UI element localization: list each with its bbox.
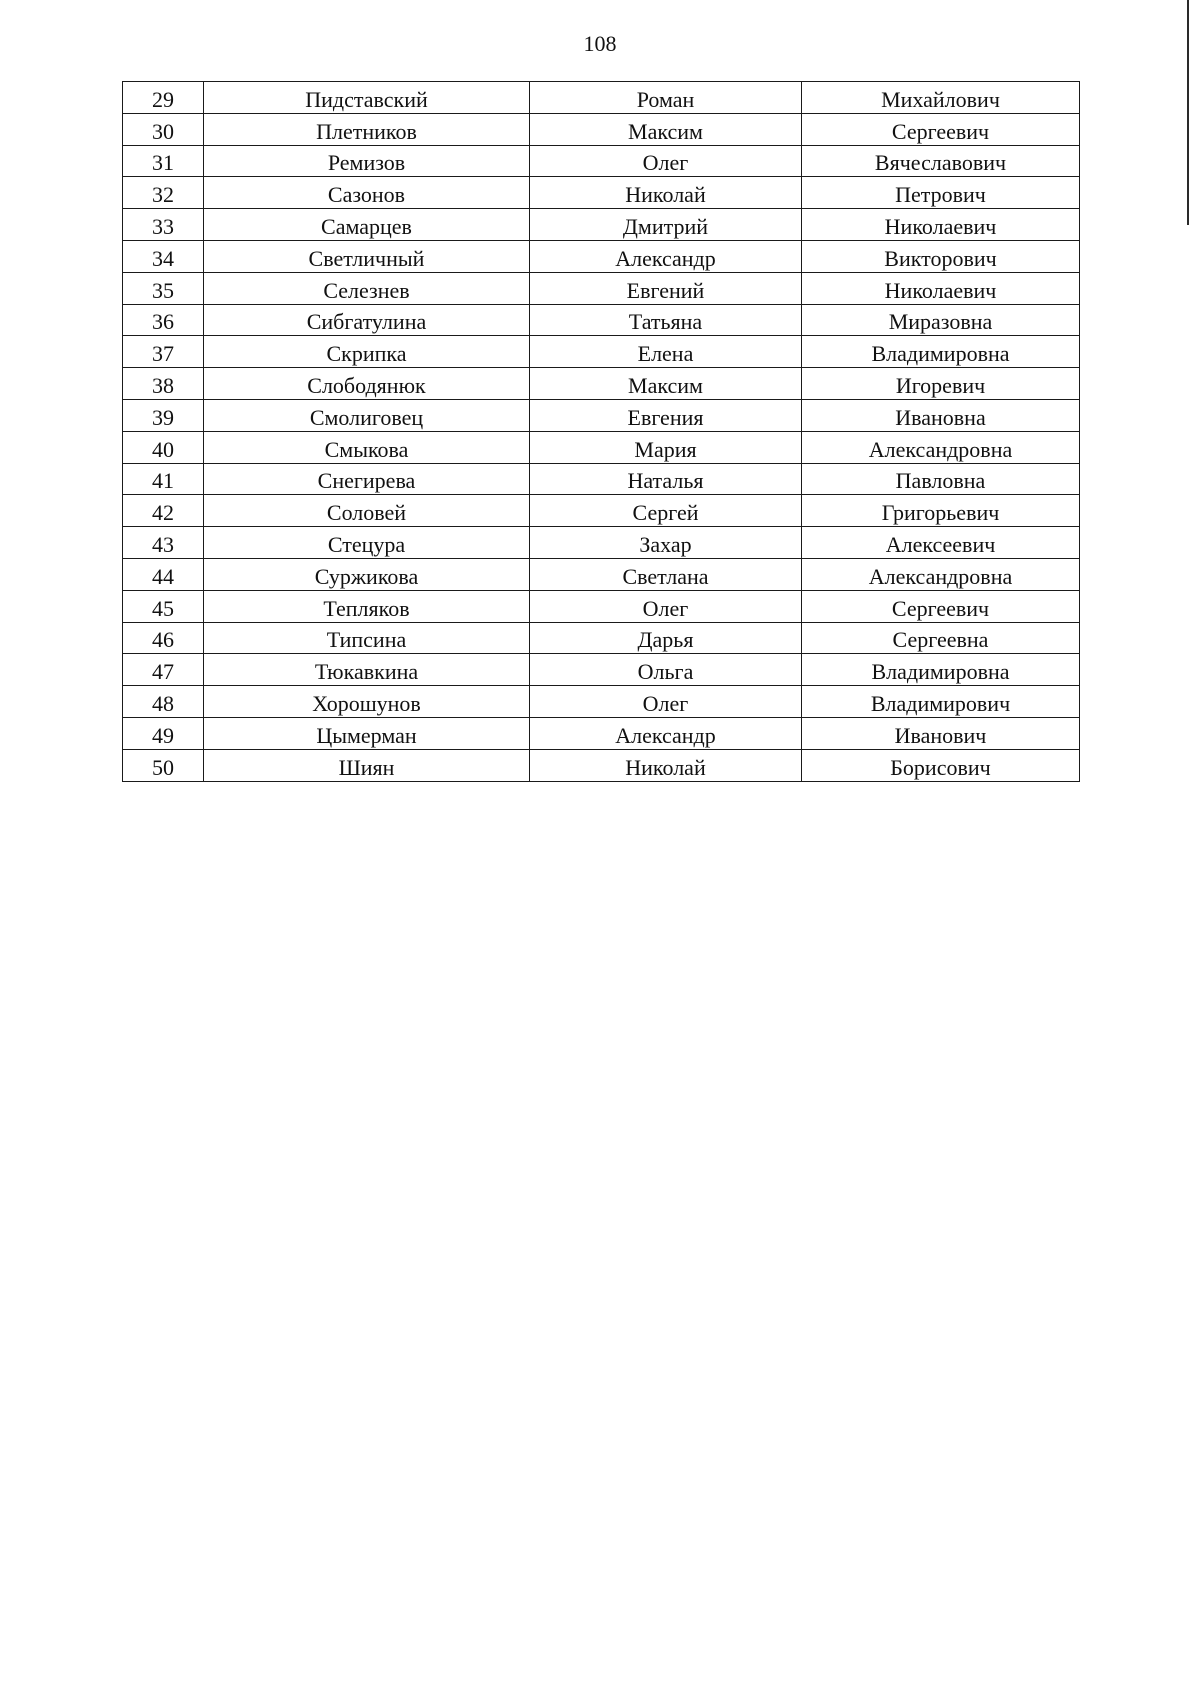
patronymic-cell: Ивановна <box>802 399 1080 431</box>
roster-table <box>122 81 1080 782</box>
last-name-cell: Селезнев <box>204 272 530 304</box>
first-name-cell: Максим <box>530 368 802 400</box>
table-row <box>123 177 1080 209</box>
last-name-cell: Скрипка <box>204 336 530 368</box>
first-name-cell: Дарья <box>530 622 802 654</box>
last-name-cell: Пидставский <box>204 82 530 114</box>
row-number-cell: 43 <box>123 527 204 559</box>
first-name-cell: Александр <box>530 717 802 749</box>
last-name-cell: Стецура <box>204 527 530 559</box>
row-number-cell: 50 <box>123 749 204 781</box>
first-name-cell: Николай <box>530 749 802 781</box>
row-number-cell: 33 <box>123 209 204 241</box>
first-name-cell: Роман <box>530 82 802 114</box>
patronymic-cell: Михайлович <box>802 82 1080 114</box>
first-name-cell: Елена <box>530 336 802 368</box>
row-number-cell: 48 <box>123 686 204 718</box>
first-name-cell: Татьяна <box>530 304 802 336</box>
table-row <box>123 82 1080 114</box>
table-row <box>123 368 1080 400</box>
table-row <box>123 399 1080 431</box>
table-row <box>123 463 1080 495</box>
last-name-cell: Самарцев <box>204 209 530 241</box>
patronymic-cell: Алексеевич <box>802 527 1080 559</box>
first-name-cell: Максим <box>530 113 802 145</box>
table-row <box>123 304 1080 336</box>
row-number-cell: 47 <box>123 654 204 686</box>
table-row <box>123 590 1080 622</box>
patronymic-cell: Александровна <box>802 558 1080 590</box>
patronymic-cell: Иванович <box>802 717 1080 749</box>
table-row <box>123 686 1080 718</box>
patronymic-cell: Сергеевна <box>802 622 1080 654</box>
last-name-cell: Тюкавкина <box>204 654 530 686</box>
patronymic-cell: Владимировна <box>802 336 1080 368</box>
row-number-cell: 49 <box>123 717 204 749</box>
table-row <box>123 654 1080 686</box>
patronymic-cell: Вячеславович <box>802 145 1080 177</box>
last-name-cell: Слободянюк <box>204 368 530 400</box>
table-row <box>123 749 1080 781</box>
patronymic-cell: Павловна <box>802 463 1080 495</box>
row-number-cell: 44 <box>123 558 204 590</box>
patronymic-cell: Сергеевич <box>802 113 1080 145</box>
first-name-cell: Ольга <box>530 654 802 686</box>
first-name-cell: Олег <box>530 686 802 718</box>
table-row <box>123 622 1080 654</box>
last-name-cell: Цымерман <box>204 717 530 749</box>
roster-table-body <box>123 82 1080 782</box>
first-name-cell: Олег <box>530 590 802 622</box>
last-name-cell: Тепляков <box>204 590 530 622</box>
first-name-cell: Захар <box>530 527 802 559</box>
last-name-cell: Смолиговец <box>204 399 530 431</box>
patronymic-cell: Владимировна <box>802 654 1080 686</box>
row-number-cell: 42 <box>123 495 204 527</box>
patronymic-cell: Викторович <box>802 240 1080 272</box>
row-number-cell: 37 <box>123 336 204 368</box>
row-number-cell: 35 <box>123 272 204 304</box>
first-name-cell: Николай <box>530 177 802 209</box>
patronymic-cell: Александровна <box>802 431 1080 463</box>
row-number-cell: 36 <box>123 304 204 336</box>
row-number-cell: 30 <box>123 113 204 145</box>
table-row <box>123 145 1080 177</box>
last-name-cell: Типсина <box>204 622 530 654</box>
table-row <box>123 527 1080 559</box>
last-name-cell: Сибгатулина <box>204 304 530 336</box>
last-name-cell: Снегирева <box>204 463 530 495</box>
row-number-cell: 46 <box>123 622 204 654</box>
first-name-cell: Александр <box>530 240 802 272</box>
table-row <box>123 240 1080 272</box>
patronymic-cell: Петрович <box>802 177 1080 209</box>
patronymic-cell: Миразовна <box>802 304 1080 336</box>
row-number-cell: 38 <box>123 368 204 400</box>
page-number: 108 <box>583 31 617 56</box>
table-row <box>123 336 1080 368</box>
table-row <box>123 717 1080 749</box>
last-name-cell: Шиян <box>204 749 530 781</box>
table-row <box>123 272 1080 304</box>
table-row <box>123 209 1080 241</box>
margin-scan-line <box>1187 0 1189 225</box>
first-name-cell: Светлана <box>530 558 802 590</box>
patronymic-cell: Григорьевич <box>802 495 1080 527</box>
row-number-cell: 32 <box>123 177 204 209</box>
row-number-cell: 40 <box>123 431 204 463</box>
row-number-cell: 34 <box>123 240 204 272</box>
patronymic-cell: Николаевич <box>802 272 1080 304</box>
patronymic-cell: Борисович <box>802 749 1080 781</box>
row-number-cell: 29 <box>123 82 204 114</box>
last-name-cell: Ремизов <box>204 145 530 177</box>
last-name-cell: Соловей <box>204 495 530 527</box>
table-row <box>123 431 1080 463</box>
patronymic-cell: Сергеевич <box>802 590 1080 622</box>
last-name-cell: Суржикова <box>204 558 530 590</box>
last-name-cell: Смыкова <box>204 431 530 463</box>
last-name-cell: Плетников <box>204 113 530 145</box>
first-name-cell: Сергей <box>530 495 802 527</box>
first-name-cell: Евгения <box>530 399 802 431</box>
row-number-cell: 39 <box>123 399 204 431</box>
first-name-cell: Мария <box>530 431 802 463</box>
last-name-cell: Хорошунов <box>204 686 530 718</box>
patronymic-cell: Игоревич <box>802 368 1080 400</box>
patronymic-cell: Николаевич <box>802 209 1080 241</box>
table-row <box>123 495 1080 527</box>
first-name-cell: Наталья <box>530 463 802 495</box>
last-name-cell: Сазонов <box>204 177 530 209</box>
first-name-cell: Дмитрий <box>530 209 802 241</box>
row-number-cell: 45 <box>123 590 204 622</box>
row-number-cell: 41 <box>123 463 204 495</box>
first-name-cell: Евгений <box>530 272 802 304</box>
last-name-cell: Светличный <box>204 240 530 272</box>
table-row <box>123 558 1080 590</box>
first-name-cell: Олег <box>530 145 802 177</box>
row-number-cell: 31 <box>123 145 204 177</box>
patronymic-cell: Владимирович <box>802 686 1080 718</box>
table-row <box>123 113 1080 145</box>
